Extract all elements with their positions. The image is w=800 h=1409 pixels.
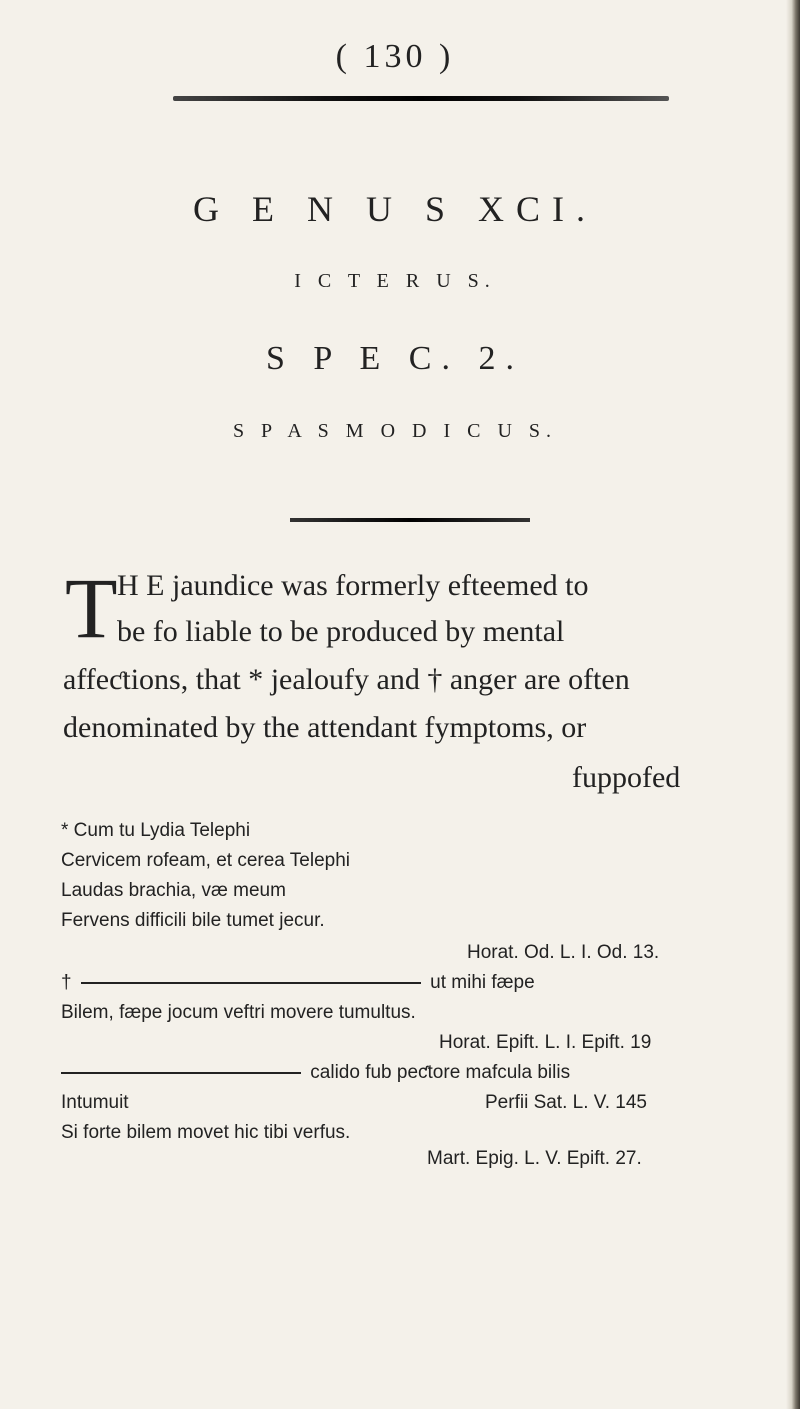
genus-heading: G E N U S XCI. bbox=[192, 189, 597, 229]
body-line-1: H E jaundice was formerly efteemed to bbox=[117, 569, 589, 602]
drop-cap: T bbox=[65, 560, 118, 656]
footnote-2-line-2: Bilem, fæpe jocum veftri movere tumultus. bbox=[61, 1002, 416, 1023]
body-line-2: be fo liable to be produced by mental bbox=[117, 615, 565, 648]
header-rule bbox=[173, 96, 669, 101]
body-line-4: denominated by the attendant fymptoms, or bbox=[63, 711, 587, 744]
catchword: fuppofed bbox=[572, 761, 681, 794]
elision-dash bbox=[61, 1072, 301, 1074]
footnote-1-line-3: Laudas brachia, væ meum bbox=[61, 880, 286, 901]
elision-dash bbox=[81, 982, 421, 984]
species-name: S P A S M O D I C U S. bbox=[232, 420, 558, 442]
footnote-4-line-1: Si forte bilem movet hic tibi verfus. bbox=[61, 1122, 351, 1143]
spec-heading: S P E C. 2. bbox=[265, 340, 524, 377]
footnote-2-citation: Horat. Epift. L. I. Epift. 19 bbox=[439, 1032, 652, 1053]
footnote-1-line-1: * Cum tu Lydia Telephi bbox=[61, 820, 251, 841]
footnote-1-line-2: Cervicem rofeam, et cerea Telephi bbox=[61, 850, 350, 871]
genus-name: I C T E R U S. bbox=[294, 270, 496, 292]
footnote-3-text: calido fub peƈtore mafcula bilis bbox=[310, 1062, 571, 1083]
footnote-2-text: ut mihi fæpe bbox=[430, 972, 535, 993]
footnote-1-line-4: Fervens difficili bile tumet jecur. bbox=[61, 910, 325, 931]
footnote-4-citation: Mart. Epig. L. V. Epift. 27. bbox=[427, 1148, 642, 1169]
section-rule bbox=[290, 518, 530, 522]
footnote-3-line-1 bbox=[61, 1062, 570, 1084]
footnote-2-line-1 bbox=[61, 972, 535, 994]
page-number: ( 130 ) bbox=[335, 38, 455, 75]
footnote-2-mark: † bbox=[61, 972, 72, 993]
footnote-3-citation: Perfii Sat. L. V. 145 bbox=[485, 1092, 647, 1113]
footnote-1-citation: Horat. Od. L. I. Od. 13. bbox=[467, 942, 660, 963]
footnote-3-line-2: Intumuit bbox=[61, 1092, 129, 1113]
body-line-3: affeƈtions, that * jealoufy and † anger are often bbox=[63, 663, 630, 696]
